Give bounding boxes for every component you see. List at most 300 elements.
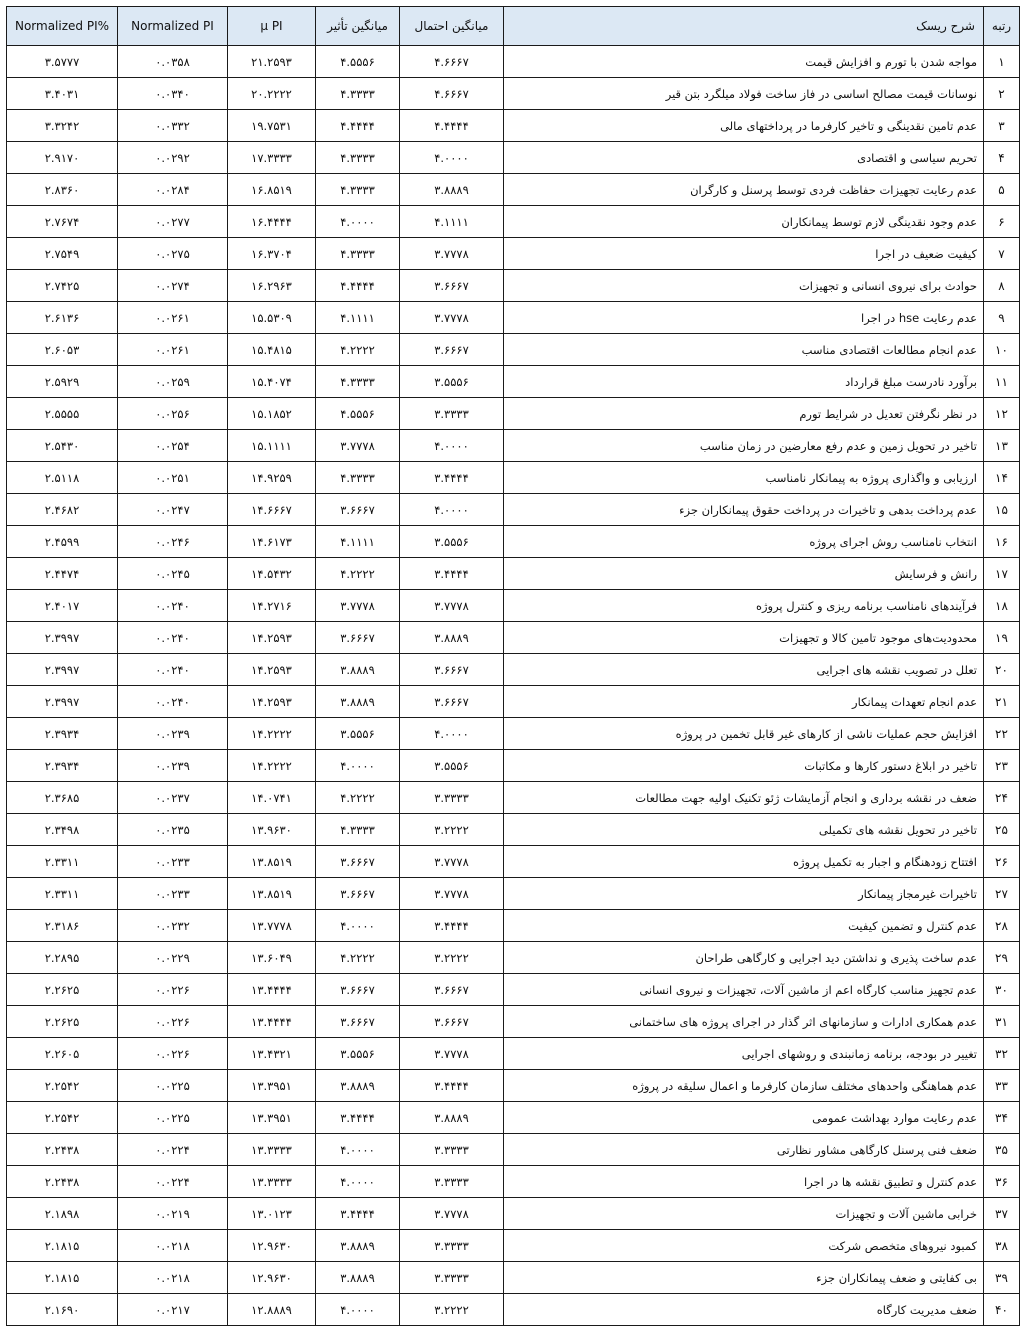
normalized-pi-cell: ۰.۰۲۲۶ [118,974,228,1006]
pi-cell: ۱۴.۲۲۲۲ [228,718,316,750]
normalized-pi-percent-cell: ۲.۴۵۹۹ [7,526,118,558]
rank-cell: ۱۷ [984,558,1020,590]
normalized-pi-percent-cell: ۲.۲۵۴۲ [7,1102,118,1134]
rank-cell: ۳۳ [984,1070,1020,1102]
risk-description-cell: عدم انجام تعهدات پیمانکار [504,686,984,718]
pi-cell: ۱۳.۰۱۲۳ [228,1198,316,1230]
normalized-pi-percent-cell: ۲.۳۱۸۶ [7,910,118,942]
table-row [7,558,1020,590]
header-row [7,7,1020,46]
impact-cell: ۳.۶۶۶۷ [316,622,400,654]
impact-cell: ۳.۴۴۴۴ [316,1198,400,1230]
normalized-pi-percent-cell: ۲.۴۶۸۲ [7,494,118,526]
normalized-pi-percent-cell: ۲.۴۰۱۷ [7,590,118,622]
risk-description-cell: عدم ساخت پذیری و نداشتن دید اجرایی و کارگاهی طراحان [504,942,984,974]
normalized-pi-percent-cell: ۲.۶۱۳۶ [7,302,118,334]
probability-cell: ۳.۷۷۷۸ [400,590,504,622]
risk-description-cell: مواجه شدن با تورم و افزایش قیمت [504,46,984,78]
risk-table [6,6,1020,1326]
rank-cell: ۲۶ [984,846,1020,878]
impact-cell: ۴.۳۳۳۳ [316,174,400,206]
normalized-pi-percent-cell: ۲.۵۴۳۰ [7,430,118,462]
header-impact: میانگین تأثیر [316,7,400,46]
risk-description-cell: ارزیابی و واگذاری پروژه به پیمانکار نامناسب [504,462,984,494]
probability-cell: ۳.۸۸۸۹ [400,1102,504,1134]
pi-cell: ۱۴.۶۶۶۷ [228,494,316,526]
rank-cell: ۳۵ [984,1134,1020,1166]
impact-cell: ۴.۳۳۳۳ [316,238,400,270]
rank-cell: ۱۰ [984,334,1020,366]
rank-cell: ۱۵ [984,494,1020,526]
rank-cell: ۳۱ [984,1006,1020,1038]
impact-cell: ۳.۶۶۶۷ [316,1006,400,1038]
impact-cell: ۳.۶۶۶۷ [316,974,400,1006]
rank-cell: ۱۸ [984,590,1020,622]
impact-cell: ۴.۵۵۵۶ [316,398,400,430]
header-normalized-pi-percent: %Normalized PI [7,7,118,46]
rank-cell: ۲۴ [984,782,1020,814]
table-row [7,142,1020,174]
table-row [7,334,1020,366]
normalized-pi-cell: ۰.۰۲۴۰ [118,590,228,622]
table-row [7,1230,1020,1262]
rank-cell: ۳۶ [984,1166,1020,1198]
normalized-pi-cell: ۰.۰۲۲۶ [118,1006,228,1038]
risk-description-cell: افتتاح زودهنگام و اجبار به تکمیل پروژه [504,846,984,878]
impact-cell: ۴.۳۳۳۳ [316,366,400,398]
probability-cell: ۳.۲۲۲۲ [400,1294,504,1326]
impact-cell: ۳.۸۸۸۹ [316,686,400,718]
normalized-pi-cell: ۰.۰۲۴۶ [118,526,228,558]
probability-cell: ۳.۶۶۶۷ [400,654,504,686]
impact-cell: ۳.۵۵۵۶ [316,1038,400,1070]
pi-cell: ۱۹.۷۵۳۱ [228,110,316,142]
rank-cell: ۱۱ [984,366,1020,398]
risk-description-cell: عدم هماهنگی واحدهای مختلف سازمان کارفرما و اعمال سلیقه در پروژه [504,1070,984,1102]
rank-cell: ۲۵ [984,814,1020,846]
risk-description-cell: کیفیت ضعیف در اجرا [504,238,984,270]
risk-description-cell: تعلل در تصویب نقشه های اجرایی [504,654,984,686]
normalized-pi-cell: ۰.۰۳۴۰ [118,78,228,110]
pi-cell: ۱۳.۳۳۳۳ [228,1166,316,1198]
probability-cell: ۳.۲۲۲۲ [400,942,504,974]
pi-cell: ۱۶.۲۹۶۳ [228,270,316,302]
risk-description-cell: خرابی ماشین آلات و تجهیزات [504,1198,984,1230]
pi-cell: ۱۳.۶۰۴۹ [228,942,316,974]
normalized-pi-cell: ۰.۰۲۷۴ [118,270,228,302]
probability-cell: ۴.۶۶۶۷ [400,78,504,110]
rank-cell: ۹ [984,302,1020,334]
normalized-pi-cell: ۰.۰۳۳۲ [118,110,228,142]
impact-cell: ۴.۲۲۲۲ [316,942,400,974]
rank-cell: ۲۷ [984,878,1020,910]
table-row [7,718,1020,750]
table-row [7,462,1020,494]
risk-description-cell: عدم انجام مطالعات اقتصادی مناسب [504,334,984,366]
table-row [7,942,1020,974]
normalized-pi-cell: ۰.۰۲۳۹ [118,718,228,750]
table-row [7,78,1020,110]
impact-cell: ۳.۴۴۴۴ [316,1102,400,1134]
table-row [7,238,1020,270]
normalized-pi-percent-cell: ۲.۲۸۹۵ [7,942,118,974]
impact-cell: ۳.۵۵۵۶ [316,718,400,750]
impact-cell: ۴.۳۳۳۳ [316,142,400,174]
pi-cell: ۲۱.۲۵۹۳ [228,46,316,78]
normalized-pi-cell: ۰.۰۲۲۴ [118,1134,228,1166]
rank-cell: ۴ [984,142,1020,174]
probability-cell: ۳.۷۷۷۸ [400,1198,504,1230]
normalized-pi-percent-cell: ۲.۹۱۷۰ [7,142,118,174]
normalized-pi-percent-cell: ۲.۳۹۹۷ [7,654,118,686]
probability-cell: ۳.۶۶۶۷ [400,686,504,718]
table-row [7,1006,1020,1038]
normalized-pi-cell: ۰.۰۲۶۱ [118,302,228,334]
probability-cell: ۴.۶۶۶۷ [400,46,504,78]
pi-cell: ۱۶.۳۷۰۴ [228,238,316,270]
normalized-pi-cell: ۰.۰۲۴۷ [118,494,228,526]
risk-description-cell: عدم رعایت موارد بهداشت عمومی [504,1102,984,1134]
impact-cell: ۴.۳۳۳۳ [316,78,400,110]
table-row [7,590,1020,622]
normalized-pi-cell: ۰.۰۲۳۳ [118,878,228,910]
table-row [7,494,1020,526]
normalized-pi-cell: ۰.۰۲۱۷ [118,1294,228,1326]
probability-cell: ۳.۶۶۶۷ [400,974,504,1006]
pi-cell: ۱۳.۸۵۱۹ [228,846,316,878]
risk-description-cell: عدم تجهیز مناسب کارگاه اعم از ماشین آلات، تجهیزات و نیروی انسانی [504,974,984,1006]
impact-cell: ۳.۶۶۶۷ [316,846,400,878]
pi-cell: ۱۳.۳۹۵۱ [228,1102,316,1134]
normalized-pi-percent-cell: ۲.۳۳۱۱ [7,878,118,910]
impact-cell: ۳.۷۷۷۸ [316,430,400,462]
impact-cell: ۴.۳۳۳۳ [316,814,400,846]
probability-cell: ۳.۴۴۴۴ [400,558,504,590]
probability-cell: ۳.۸۸۸۹ [400,174,504,206]
rank-cell: ۲۲ [984,718,1020,750]
normalized-pi-percent-cell: ۲.۲۶۰۵ [7,1038,118,1070]
normalized-pi-cell: ۰.۰۲۵۹ [118,366,228,398]
risk-description-cell: تاخیر در ابلاغ دستور کارها و مکاتبات [504,750,984,782]
risk-description-cell: تاخیرات غیرمجاز پیمانکار [504,878,984,910]
normalized-pi-percent-cell: ۳.۴۰۳۱ [7,78,118,110]
risk-description-cell: محدودیت‌های موجود تامین کالا و تجهیزات [504,622,984,654]
normalized-pi-percent-cell: ۲.۲۶۲۵ [7,974,118,1006]
table-row [7,1134,1020,1166]
rank-cell: ۷ [984,238,1020,270]
impact-cell: ۳.۶۶۶۷ [316,878,400,910]
table-row [7,206,1020,238]
risk-description-cell: عدم وجود نقدینگی لازم توسط پیمانکاران [504,206,984,238]
normalized-pi-percent-cell: ۲.۱۶۹۰ [7,1294,118,1326]
table-row [7,302,1020,334]
risk-description-cell: تحریم سیاسی و اقتصادی [504,142,984,174]
normalized-pi-percent-cell: ۲.۴۴۷۴ [7,558,118,590]
rank-cell: ۳۴ [984,1102,1020,1134]
normalized-pi-percent-cell: ۲.۳۹۹۷ [7,622,118,654]
pi-cell: ۱۳.۴۴۴۴ [228,974,316,1006]
rank-cell: ۲ [984,78,1020,110]
normalized-pi-percent-cell: ۲.۲۴۳۸ [7,1134,118,1166]
probability-cell: ۴.۰۰۰۰ [400,142,504,174]
probability-cell: ۴.۰۰۰۰ [400,430,504,462]
normalized-pi-percent-cell: ۲.۱۸۱۵ [7,1262,118,1294]
probability-cell: ۳.۳۳۳۳ [400,1262,504,1294]
rank-cell: ۲۱ [984,686,1020,718]
probability-cell: ۳.۷۷۷۸ [400,846,504,878]
pi-cell: ۱۲.۹۶۳۰ [228,1230,316,1262]
rank-cell: ۶ [984,206,1020,238]
rank-cell: ۱۳ [984,430,1020,462]
pi-cell: ۱۴.۲۵۹۳ [228,654,316,686]
impact-cell: ۴.۲۲۲۲ [316,782,400,814]
risk-description-cell: عدم کنترل و تطبیق نقشه ها در اجرا [504,1166,984,1198]
normalized-pi-cell: ۰.۰۲۳۹ [118,750,228,782]
probability-cell: ۴.۴۴۴۴ [400,110,504,142]
normalized-pi-percent-cell: ۲.۳۹۹۷ [7,686,118,718]
risk-description-cell: عدم تامین نقدینگی و تاخیر کارفرما در پرداختهای مالی [504,110,984,142]
impact-cell: ۴.۰۰۰۰ [316,750,400,782]
impact-cell: ۴.۰۰۰۰ [316,206,400,238]
probability-cell: ۳.۴۴۴۴ [400,1070,504,1102]
header-description: شرح ریسک [504,7,984,46]
risk-description-cell: افزایش حجم عملیات ناشی از کارهای غیر قابل تخمین در پروژه [504,718,984,750]
probability-cell: ۳.۵۵۵۶ [400,750,504,782]
table-row [7,270,1020,302]
impact-cell: ۴.۴۴۴۴ [316,270,400,302]
probability-cell: ۳.۳۳۳۳ [400,782,504,814]
probability-cell: ۳.۳۳۳۳ [400,398,504,430]
pi-cell: ۱۲.۹۶۳۰ [228,1262,316,1294]
table-row [7,654,1020,686]
probability-cell: ۳.۸۸۸۹ [400,622,504,654]
normalized-pi-cell: ۰.۰۲۹۲ [118,142,228,174]
impact-cell: ۴.۰۰۰۰ [316,1166,400,1198]
pi-cell: ۱۵.۱۸۵۲ [228,398,316,430]
impact-cell: ۴.۰۰۰۰ [316,910,400,942]
header-pi: μ PI [228,7,316,46]
normalized-pi-percent-cell: ۲.۲۴۳۸ [7,1166,118,1198]
probability-cell: ۳.۷۷۷۸ [400,302,504,334]
risk-description-cell: انتخاب نامناسب روش اجرای پروژه [504,526,984,558]
risk-description-cell: برآورد نادرست مبلغ قرارداد [504,366,984,398]
probability-cell: ۳.۳۳۳۳ [400,1166,504,1198]
risk-description-cell: ضعف در نقشه برداری و انجام آزمایشات ژئو تکنیک اولیه جهت مطالعات [504,782,984,814]
normalized-pi-cell: ۰.۰۲۶۱ [118,334,228,366]
risk-description-cell: بی کفایتی و ضعف پیمانکاران جزء [504,1262,984,1294]
normalized-pi-cell: ۰.۰۲۴۰ [118,654,228,686]
normalized-pi-percent-cell: ۲.۸۳۶۰ [7,174,118,206]
normalized-pi-cell: ۰.۰۲۲۶ [118,1038,228,1070]
table-row [7,1262,1020,1294]
table-row [7,430,1020,462]
pi-cell: ۱۳.۸۵۱۹ [228,878,316,910]
pi-cell: ۱۴.۲۵۹۳ [228,686,316,718]
impact-cell: ۴.۲۲۲۲ [316,334,400,366]
impact-cell: ۴.۱۱۱۱ [316,526,400,558]
probability-cell: ۳.۵۵۵۶ [400,526,504,558]
probability-cell: ۳.۴۴۴۴ [400,910,504,942]
normalized-pi-percent-cell: ۲.۱۸۱۵ [7,1230,118,1262]
normalized-pi-cell: ۰.۰۲۱۹ [118,1198,228,1230]
normalized-pi-cell: ۰.۰۲۳۲ [118,910,228,942]
normalized-pi-cell: ۰.۰۲۴۰ [118,686,228,718]
normalized-pi-cell: ۰.۰۲۵۶ [118,398,228,430]
probability-cell: ۴.۱۱۱۱ [400,206,504,238]
normalized-pi-percent-cell: ۲.۳۴۹۸ [7,814,118,846]
pi-cell: ۱۴.۰۷۴۱ [228,782,316,814]
normalized-pi-cell: ۰.۰۲۵۴ [118,430,228,462]
table-row [7,1070,1020,1102]
risk-description-cell: تاخیر در تحویل نقشه های تکمیلی [504,814,984,846]
risk-description-cell: در نظر نگرفتن تعدیل در شرایط تورم [504,398,984,430]
impact-cell: ۳.۸۸۸۹ [316,1262,400,1294]
risk-description-cell: عدم رعایت hse در اجرا [504,302,984,334]
normalized-pi-percent-cell: ۲.۳۹۳۴ [7,750,118,782]
table-row [7,366,1020,398]
table-row [7,110,1020,142]
normalized-pi-cell: ۰.۰۲۴۰ [118,622,228,654]
probability-cell: ۳.۴۴۴۴ [400,462,504,494]
risk-description-cell: عدم همکاری ادارات و سازمانهای اثر گذار در اجرای پروژه های ساختمانی [504,1006,984,1038]
pi-cell: ۱۳.۷۷۷۸ [228,910,316,942]
normalized-pi-percent-cell: ۲.۷۴۲۵ [7,270,118,302]
pi-cell: ۱۴.۲۲۲۲ [228,750,316,782]
risk-description-cell: رانش و فرسایش [504,558,984,590]
rank-cell: ۳۰ [984,974,1020,1006]
pi-cell: ۱۵.۵۳۰۹ [228,302,316,334]
normalized-pi-percent-cell: ۲.۷۶۷۴ [7,206,118,238]
risk-description-cell: ضعف مدیریت کارگاه [504,1294,984,1326]
rank-cell: ۱ [984,46,1020,78]
table-row [7,782,1020,814]
normalized-pi-cell: ۰.۰۲۳۵ [118,814,228,846]
normalized-pi-cell: ۰.۰۲۲۹ [118,942,228,974]
normalized-pi-percent-cell: ۲.۵۹۲۹ [7,366,118,398]
pi-cell: ۱۴.۵۴۳۲ [228,558,316,590]
rank-cell: ۲۸ [984,910,1020,942]
normalized-pi-percent-cell: ۲.۵۵۵۵ [7,398,118,430]
table-row [7,910,1020,942]
impact-cell: ۴.۱۱۱۱ [316,302,400,334]
table-row [7,1038,1020,1070]
table-row [7,686,1020,718]
pi-cell: ۱۵.۴۸۱۵ [228,334,316,366]
risk-description-cell: حوادث برای نیروی انسانی و تجهیزات [504,270,984,302]
rank-cell: ۳۷ [984,1198,1020,1230]
normalized-pi-percent-cell: ۲.۳۳۱۱ [7,846,118,878]
pi-cell: ۱۳.۴۴۴۴ [228,1006,316,1038]
impact-cell: ۳.۸۸۸۹ [316,1230,400,1262]
risk-description-cell: فرآیندهای نامناسب برنامه ریزی و کنترل پروژه [504,590,984,622]
normalized-pi-cell: ۰.۰۲۷۷ [118,206,228,238]
impact-cell: ۴.۴۴۴۴ [316,110,400,142]
normalized-pi-cell: ۰.۰۲۲۵ [118,1102,228,1134]
normalized-pi-percent-cell: ۲.۲۶۲۵ [7,1006,118,1038]
normalized-pi-percent-cell: ۲.۳۶۸۵ [7,782,118,814]
risk-description-cell: عدم کنترل و تضمین کیفیت [504,910,984,942]
probability-cell: ۳.۷۷۷۸ [400,878,504,910]
risk-description-cell: تغییر در بودجه، برنامه زمانبندی و روشهای اجرایی [504,1038,984,1070]
table-row [7,814,1020,846]
normalized-pi-cell: ۰.۰۳۵۸ [118,46,228,78]
normalized-pi-cell: ۰.۰۲۱۸ [118,1262,228,1294]
table-row [7,174,1020,206]
impact-cell: ۳.۸۸۸۹ [316,1070,400,1102]
risk-description-cell: تاخیر در تحویل زمین و عدم رفع معارضین در زمان مناسب [504,430,984,462]
normalized-pi-cell: ۰.۰۲۸۴ [118,174,228,206]
normalized-pi-percent-cell: ۲.۳۹۳۴ [7,718,118,750]
rank-cell: ۳ [984,110,1020,142]
rank-cell: ۴۰ [984,1294,1020,1326]
rank-cell: ۳۲ [984,1038,1020,1070]
probability-cell: ۳.۳۳۳۳ [400,1134,504,1166]
impact-cell: ۳.۷۷۷۸ [316,590,400,622]
pi-cell: ۱۳.۴۳۲۱ [228,1038,316,1070]
header-rank: رتبه [984,7,1020,46]
normalized-pi-cell: ۰.۰۲۱۸ [118,1230,228,1262]
rank-cell: ۲۰ [984,654,1020,686]
impact-cell: ۳.۸۸۸۹ [316,654,400,686]
pi-cell: ۱۶.۴۴۴۴ [228,206,316,238]
probability-cell: ۳.۵۵۵۶ [400,366,504,398]
probability-cell: ۳.۷۷۷۸ [400,238,504,270]
rank-cell: ۳۸ [984,1230,1020,1262]
table-row [7,750,1020,782]
normalized-pi-percent-cell: ۲.۷۵۴۹ [7,238,118,270]
normalized-pi-cell: ۰.۰۲۳۳ [118,846,228,878]
probability-cell: ۳.۶۶۶۷ [400,270,504,302]
normalized-pi-percent-cell: ۲.۶۰۵۳ [7,334,118,366]
probability-cell: ۳.۶۶۶۷ [400,334,504,366]
normalized-pi-cell: ۰.۰۲۵۱ [118,462,228,494]
impact-cell: ۴.۳۳۳۳ [316,462,400,494]
pi-cell: ۱۳.۳۳۳۳ [228,1134,316,1166]
rank-cell: ۱۶ [984,526,1020,558]
pi-cell: ۱۷.۳۳۳۳ [228,142,316,174]
rank-cell: ۱۴ [984,462,1020,494]
normalized-pi-cell: ۰.۰۲۴۵ [118,558,228,590]
pi-cell: ۲۰.۲۲۲۲ [228,78,316,110]
pi-cell: ۱۵.۱۱۱۱ [228,430,316,462]
impact-cell: ۴.۰۰۰۰ [316,1134,400,1166]
pi-cell: ۱۴.۶۱۷۳ [228,526,316,558]
table-row [7,526,1020,558]
risk-description-cell: عدم رعایت تجهیزات حفاظت فردی توسط پرسنل و کارگران [504,174,984,206]
normalized-pi-cell: ۰.۰۲۷۵ [118,238,228,270]
risk-description-cell: عدم پرداخت بدهی و تاخیرات در پرداخت حقوق پیمانکاران جزء [504,494,984,526]
impact-cell: ۴.۵۵۵۶ [316,46,400,78]
normalized-pi-cell: ۰.۰۲۲۴ [118,1166,228,1198]
risk-description-cell: کمبود نیروهای متخصص شرکت [504,1230,984,1262]
table-row [7,846,1020,878]
probability-cell: ۳.۲۲۲۲ [400,814,504,846]
table-body [7,46,1020,1326]
normalized-pi-percent-cell: ۳.۵۷۷۷ [7,46,118,78]
rank-cell: ۱۹ [984,622,1020,654]
pi-cell: ۱۶.۸۵۱۹ [228,174,316,206]
risk-description-cell: ضعف فنی پرسنل کارگاهی مشاور نظارتی [504,1134,984,1166]
normalized-pi-cell: ۰.۰۲۲۵ [118,1070,228,1102]
table-row [7,974,1020,1006]
rank-cell: ۱۲ [984,398,1020,430]
header-normalized-pi: Normalized PI [118,7,228,46]
pi-cell: ۱۴.۲۵۹۳ [228,622,316,654]
probability-cell: ۳.۳۳۳۳ [400,1230,504,1262]
rank-cell: ۸ [984,270,1020,302]
table-row [7,398,1020,430]
impact-cell: ۳.۶۶۶۷ [316,494,400,526]
